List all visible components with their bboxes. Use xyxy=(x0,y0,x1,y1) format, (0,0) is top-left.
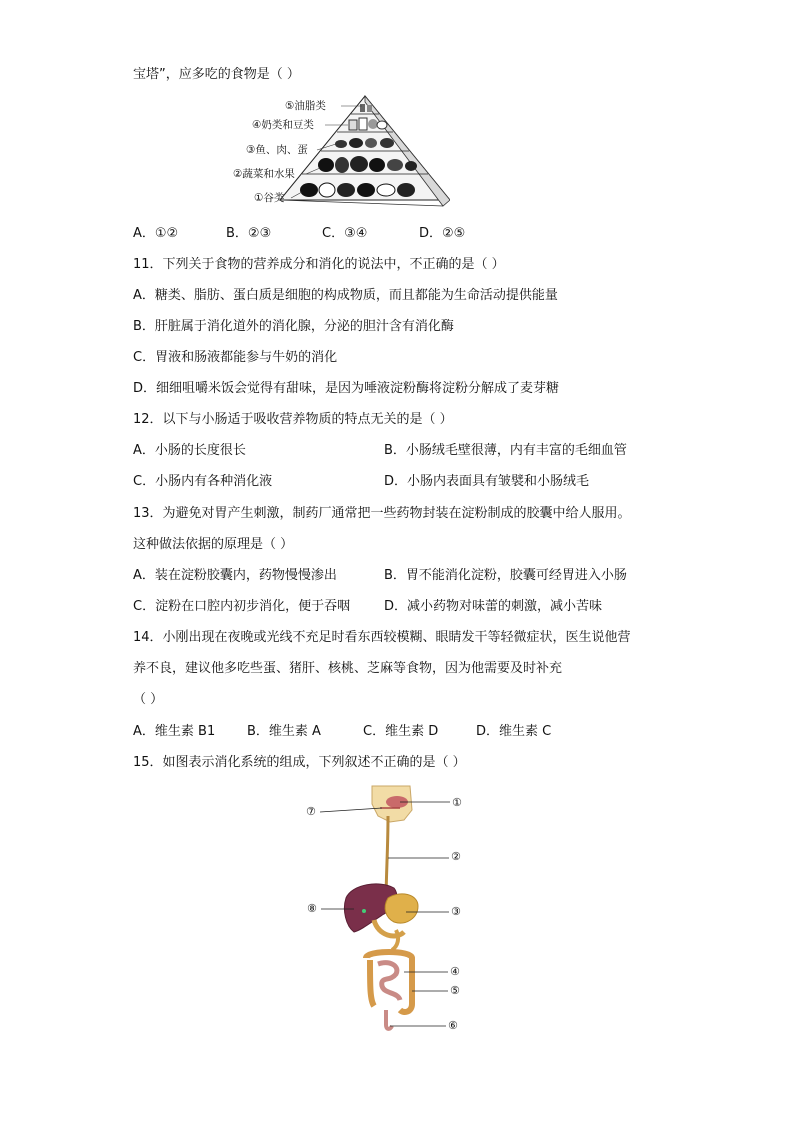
pyramid-label-vegetables-fruit: ②蔬菜和水果 xyxy=(233,168,295,180)
marker-1-mouth: ① xyxy=(452,796,462,809)
marker-5-large-intestine: ⑤ xyxy=(450,984,460,997)
q12-stem: 12．以下与小肠适于吸收营养物质的特点无关的是（ ） xyxy=(133,412,453,427)
q14-stem-line1: 14．小刚出现在夜晚或光线不充足时看东西较模糊、眼睛发干等轻微症状，医生说他营 xyxy=(133,630,631,645)
q10-option-c[interactable]: C．③④ xyxy=(322,226,368,241)
q14-stem-line2: 养不良，建议他多吃些蛋、猪肝、核桃、芝麻等食物，因为他需要及时补充 xyxy=(133,661,563,676)
pyramid-label-fish-meat-egg: ③鱼、肉、蛋 xyxy=(246,144,308,156)
marker-2-esophagus: ② xyxy=(451,850,461,863)
q11-option-b[interactable]: B．肝脏属于消化道外的消化腺，分泌的胆汁含有消化酶 xyxy=(133,319,454,334)
marker-4-small-intestine: ④ xyxy=(450,965,460,978)
pyramid-label-oils: ⑤油脂类 xyxy=(285,100,326,112)
pyramid-label-dairy-beans: ④奶类和豆类 xyxy=(252,119,314,131)
q13-stem-line2: 这种做法依据的原理是（ ） xyxy=(133,537,294,552)
q13-stem-line1: 13．为避免对胃产生刺激，制药厂通常把一些药物封装在淀粉制成的胶囊中给人服用。 xyxy=(133,506,631,521)
q14-option-c[interactable]: C．维生素 D xyxy=(363,724,439,739)
pyramid-label-grains: ①谷类 xyxy=(254,192,285,204)
q14-stem-line3: （ ） xyxy=(133,692,164,707)
marker-6-anus: ⑥ xyxy=(448,1019,458,1032)
q14-option-b[interactable]: B．维生素 A xyxy=(247,724,321,739)
marker-3-stomach: ③ xyxy=(451,905,461,918)
q11-stem: 11．下列关于食物的营养成分和消化的说法中，不正确的是（ ） xyxy=(133,257,505,272)
q13-option-d[interactable]: D．减小药物对味蕾的刺激，减小苦味 xyxy=(384,599,603,614)
q15-stem: 15．如图表示消化系统的组成，下列叙述不正确的是（ ） xyxy=(133,755,466,770)
q10-stem-tail: 宝塔”，应多吃的食物是（ ） xyxy=(133,67,300,82)
q14-option-a[interactable]: A．维生素 B1 xyxy=(133,724,216,739)
q11-option-d[interactable]: D．细细咀嚼米饭会觉得有甜味，是因为唾液淀粉酶将淀粉分解成了麦芽糖 xyxy=(133,381,560,396)
q12-option-b[interactable]: B．小肠绒毛壁很薄，内有丰富的毛细血管 xyxy=(384,443,627,458)
q11-option-a[interactable]: A．糖类、脂肪、蛋白质是细胞的构成物质，而且都能为生命活动提供能量 xyxy=(133,288,558,303)
q10-option-d[interactable]: D．②⑤ xyxy=(419,226,466,241)
q10-option-a[interactable]: A．①② xyxy=(133,226,179,241)
marker-8-liver: ⑧ xyxy=(307,902,317,915)
q12-option-c[interactable]: C．小肠内有各种消化液 xyxy=(133,474,273,489)
marker-7-salivary-gland: ⑦ xyxy=(306,805,316,818)
q12-option-a[interactable]: A．小肠的长度很长 xyxy=(133,443,246,458)
q10-option-b[interactable]: B．②③ xyxy=(226,226,272,241)
q12-option-d[interactable]: D．小肠内表面具有皱襞和小肠绒毛 xyxy=(384,474,590,489)
q14-option-d[interactable]: D．维生素 C xyxy=(476,724,552,739)
q13-option-a[interactable]: A．装在淀粉胶囊内，药物慢慢渗出 xyxy=(133,568,337,583)
q13-option-c[interactable]: C．淀粉在口腔内初步消化，便于吞咽 xyxy=(133,599,351,614)
q11-option-c[interactable]: C．胃液和肠液都能参与牛奶的消化 xyxy=(133,350,338,365)
q13-option-b[interactable]: B．胃不能消化淀粉，胶囊可经胃进入小肠 xyxy=(384,568,627,583)
